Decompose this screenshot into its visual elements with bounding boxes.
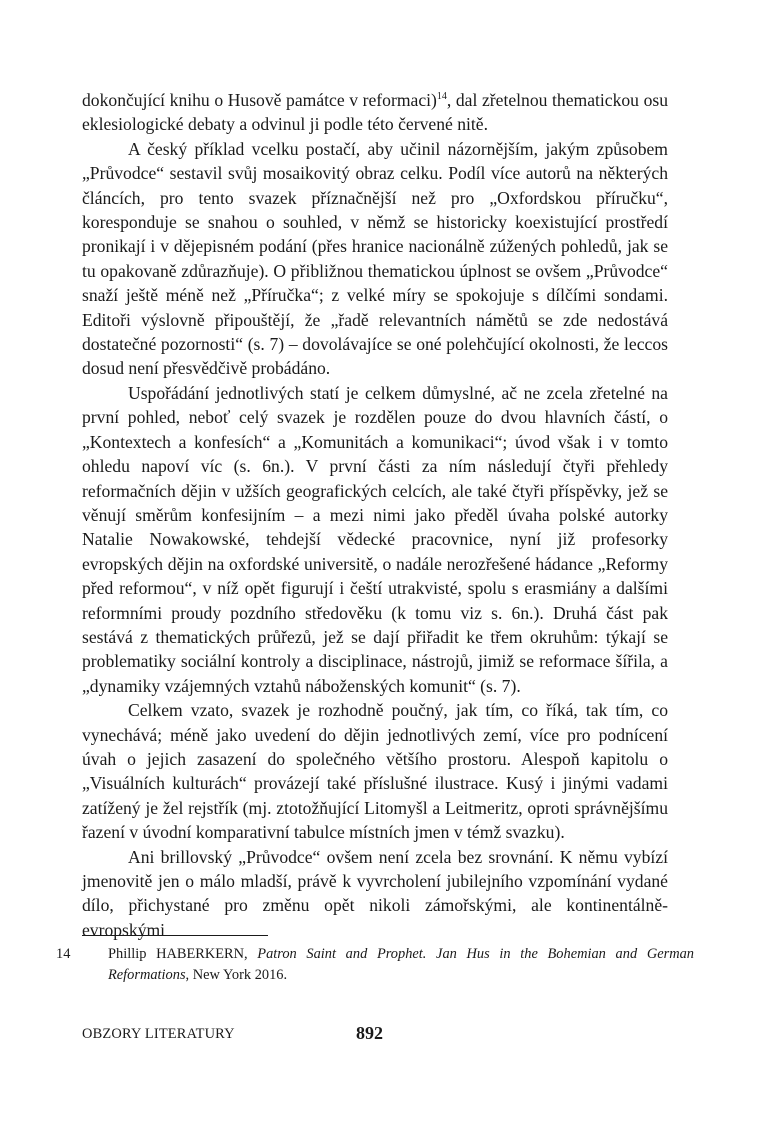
paragraph-1: dokončující knihu o Husově památce v reformaci)$^{14}$, dal zřetelnou thematickou osu eklesiologické debaty a odvinul ji podle této červené nitě. [82,90,669,135]
paragraph-4: Celkem vzato, svazek je rozhodně poučný, jak tím, co říká, tak tím, co vynechává; méně jako uvedení do dějin jednotlivých zemí, více pro podnícení úvah o jejich zasazení do společného většího prostoru. Alespoň kapitolu o „Visuálních kulturách“ provázejí také příslušné ilustrace. Kusý i jinými vadami zatížený je žel rejstřík (mj. ztotožňující Litomyšl a Leitmeritz, oproti správnějšímu řazení v úvodní komparativní tabulce místních jmen v témž svazku). [82,700,668,843]
footnote-rest: , New York 2016. [185,967,288,983]
body-text [82,88,668,942]
footnote-ref[interactable]: 14 [436,91,447,102]
paragraph-3: Uspořádání jednotlivých statí je celkem důmyslné, ač ne zcela zřetelné na první pohled, neboť celý svazek je rozdělen pouze do dvou hlavních částí, o „Kontextech a konfesích“ a „Komunitách a komunikaci“; úvod však i v tomto ohledu napoví víc (s. 6n.). V první části za ním následují čtyři přehledy reformačních dějin v užších geografických celcích, ale také čtyři příspěvky, jež se věnují směrům konfesijním – a mezi nimi jako předěl úvaha polské autorky Natalie Nowakowské, tehdejší vědecké pracovnice, nyní již profesorky evropských dějin na oxfordské universitě, o nadále nerozřešené hádance „Reformy před reformou“, v níž opět figurují i čeští utrakvisté, spolu s erasmiány a dalšími reformními proudy pozdního středověku (k tomu viz s. 6n.). Druhá část pak sestává z thematických průřezů, jež se dají přiřadit ke třem okruhům: týkají se problematiky sociální kontroly a disciplinace, nástrojů, jimiž se reformace šířila, a „dynamiky vzájemných vztahů náboženských komunit“ (s. 7). [82,382,668,696]
paragraph-5: Ani brillovský „Průvodce“ ovšem není zcela bez srovnání. K němu vybízí jmenovitě jen o málo mladší, právě k vyvrcholení jubilejního vzpomínání vydané dílo, přichystané pro změnu opět nikoli zámořskými, ale kontinentálně-evropskými [82,846,668,940]
page-number: 892 [356,1023,383,1043]
footnote-separator [82,935,268,936]
footnote-title: Patron Saint and Prophet. Jan Hus in the Bohemian and German Reformations [108,946,694,983]
paragraph-2: A český příklad vcelku postačí, aby učinil názornějším, jakým způsobem „Průvodce“ sestavil svůj mosaikovitý obraz celku. Podíl více autorů na některých článcích, pro tento svazek příznačnější než pro „Oxfordskou příručku“, koresponduje se snahou o souhled, v němž se historicky koexistující prostředí pronikají i v dějepisném podání (přes hranice nacionálně zúžených pohledů, jak se tu opakovaně zdůrazňuje). O přibližnou thematickou úplnost se ovšem „Průvodce“ snaží ještě méně než „Příručka“; z velké míry se spokojuje s dílčími sondami. Editoři výslovně připouštějí, že „řadě relevantních námětů se zde nedostává dostatečné pozornosti“ (s. 7) – dovolávajíce se oné polehčující okolnosti, že leccos dosud není přesvědčivě probádáno. [82,138,668,379]
footnote-14 [56,944,694,986]
journal-name: OBZORY LITERATURY [82,1026,235,1042]
footnote-author: Phillip HABERKERN, [108,946,258,962]
footnote-number: 14 [56,946,71,962]
